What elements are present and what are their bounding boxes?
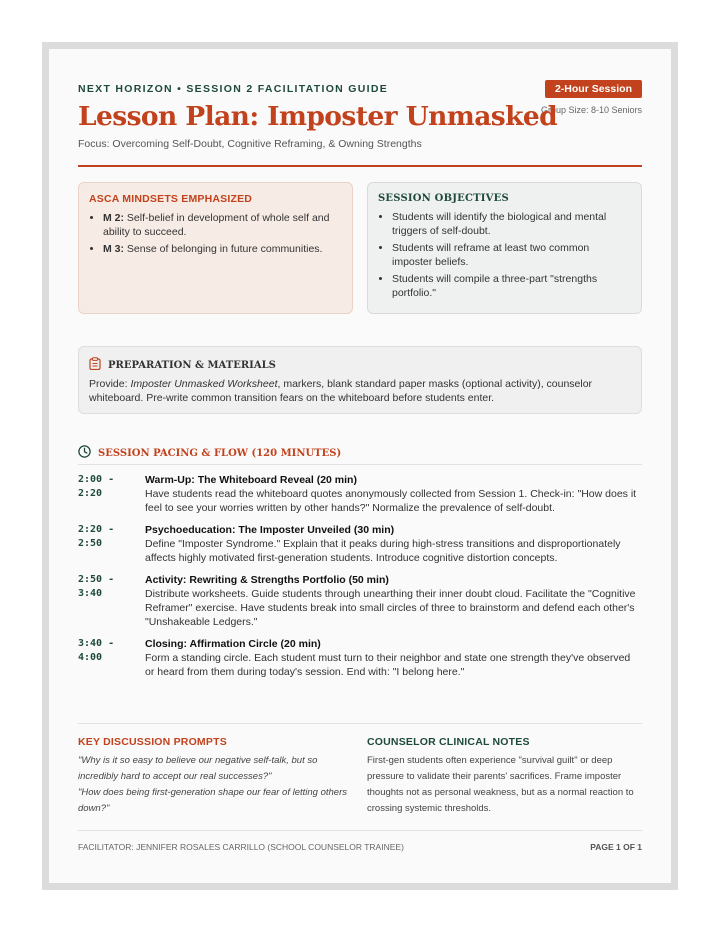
agenda-time <box>78 637 145 679</box>
objective-item: • Students will reframe at least two common imposter beliefs. <box>392 241 631 269</box>
clipboard-icon <box>89 357 101 373</box>
notes-heading: COUNSELOR CLINICAL NOTES <box>367 736 530 748</box>
agenda-activity <box>145 637 642 679</box>
pacing-heading: SESSION PACING & FLOW (120 MINUTES) <box>98 447 342 459</box>
prompt-item: "How does being first-generation shape our fear of letting others down?" <box>78 787 348 814</box>
activity-desc: Distribute worksheets. Guide students through unearthing their inner doubt cloud. Facilitate the "Cognitive Reframer" exercise. Have students break into small circles of three to brainstorm and defend each other's "Unshakeable Ledgers." <box>145 588 636 628</box>
footer-divider <box>78 830 642 831</box>
notes-body: First-gen students often experience "survival guilt" or deep pressure to validate their parents' sacrifices. Frame imposter thoughts not as personal weakness, but as a normal reaction to crossing systemic thresholds. <box>367 755 634 814</box>
header-divider <box>78 165 642 167</box>
asca-code: M 3: <box>103 243 124 255</box>
asca-item <box>103 242 342 256</box>
page-number: PAGE 1 OF 1 <box>590 842 642 852</box>
time-start: 3:40 - <box>78 638 115 649</box>
asca-mindsets-box <box>78 182 353 314</box>
group-size: Group Size: 8-10 Seniors <box>540 105 642 115</box>
prep-header <box>89 357 631 373</box>
time-end: 2:20 <box>78 488 103 499</box>
page-title: Lesson Plan: Imposter Unmasked <box>78 101 558 132</box>
agenda-row <box>78 523 642 565</box>
agenda-activity <box>145 523 642 565</box>
prompt-item: "Why is it so easy to believe our negative self-talk, but so incredibly hard to accept our real successes?" <box>78 755 318 782</box>
asca-item <box>103 211 342 239</box>
agenda-time <box>78 573 145 629</box>
activity-title: Psychoeducation: The Imposter Unveiled (30 min) <box>145 524 395 536</box>
focus-line: Focus: Overcoming Self-Doubt, Cognitive Reframing, & Owning Strengths <box>78 138 422 150</box>
objective-item: • Students will compile a three-part "strengths portfolio." <box>392 272 631 300</box>
clinical-notes <box>367 736 637 817</box>
agenda-row <box>78 573 642 629</box>
time-start: 2:00 - <box>78 474 115 485</box>
document-page <box>49 49 671 883</box>
pacing-divider <box>78 464 642 465</box>
activity-desc: Define "Imposter Syndrome." Explain that it peaks during high-stress transitions and disproportionately affects highly motivated first-generation students. Introduce cognitive distortion concepts. <box>145 538 621 564</box>
agenda-row <box>78 637 642 679</box>
time-start: 2:20 - <box>78 524 115 535</box>
activity-desc: Form a standing circle. Each student must turn to their neighbor and state one strength they've observed or heard from them during today's session. End with: "I belong here." <box>145 652 631 678</box>
asca-text: Self-belief in development of whole self and ability to succeed. <box>103 212 330 238</box>
time-start: 2:50 - <box>78 574 115 585</box>
session-badge: 2-Hour Session <box>545 80 642 98</box>
prep-worksheet: Imposter Unmasked Worksheet <box>130 378 278 390</box>
asca-list <box>89 211 342 256</box>
activity-title: Warm-Up: The Whiteboard Reveal (20 min) <box>145 474 357 486</box>
agenda-time <box>78 473 145 515</box>
session-objectives-box <box>367 182 642 314</box>
asca-text: Sense of belonging in future communities. <box>126 243 323 255</box>
agenda-activity <box>145 573 642 629</box>
agenda-time <box>78 523 145 565</box>
prep-rest: , markers, blank standard paper masks (optional activity), counselor whiteboard. Pre-write common transition fears on the whiteboard before students enter. <box>89 378 593 404</box>
objectives-heading: SESSION OBJECTIVES <box>378 193 509 204</box>
section-divider <box>78 723 642 724</box>
time-end: 2:50 <box>78 538 103 549</box>
prep-heading: PREPARATION & MATERIALS <box>108 359 276 371</box>
discussion-prompts <box>78 736 348 817</box>
pacing-header <box>78 445 341 461</box>
time-end: 4:00 <box>78 652 103 663</box>
activity-title: Activity: Rewriting & Strengths Portfolio (50 min) <box>145 574 389 586</box>
kicker: NEXT HORIZON • SESSION 2 FACILITATION GUIDE <box>78 83 389 95</box>
agenda-row <box>78 473 642 515</box>
agenda-activity <box>145 473 642 515</box>
activity-title: Closing: Affirmation Circle (20 min) <box>145 638 321 650</box>
objective-item: • Students will identify the biological and mental triggers of self-doubt. <box>392 210 631 238</box>
asca-heading: ASCA MINDSETS EMPHASIZED <box>89 193 253 205</box>
prep-body <box>89 377 631 405</box>
asca-code: M 2: <box>103 212 124 224</box>
preparation-box <box>78 346 642 414</box>
facilitator-credit: FACILITATOR: JENNIFER ROSALES CARRILLO (SCHOOL COUNSELOR TRAINEE) <box>78 842 404 852</box>
objectives-list <box>378 210 631 300</box>
activity-desc: Have students read the whiteboard quotes anonymously collected from Session 1. Check-in: "How does it feel to see your worries written by other hands?" Normalize the prevalence of self-doubt. <box>145 488 637 514</box>
clock-icon <box>78 445 91 461</box>
prompts-heading: KEY DISCUSSION PROMPTS <box>78 736 227 748</box>
time-end: 3:40 <box>78 588 103 599</box>
prompts-body <box>78 753 348 817</box>
prep-lead: Provide: <box>89 378 131 390</box>
agenda <box>78 473 642 687</box>
